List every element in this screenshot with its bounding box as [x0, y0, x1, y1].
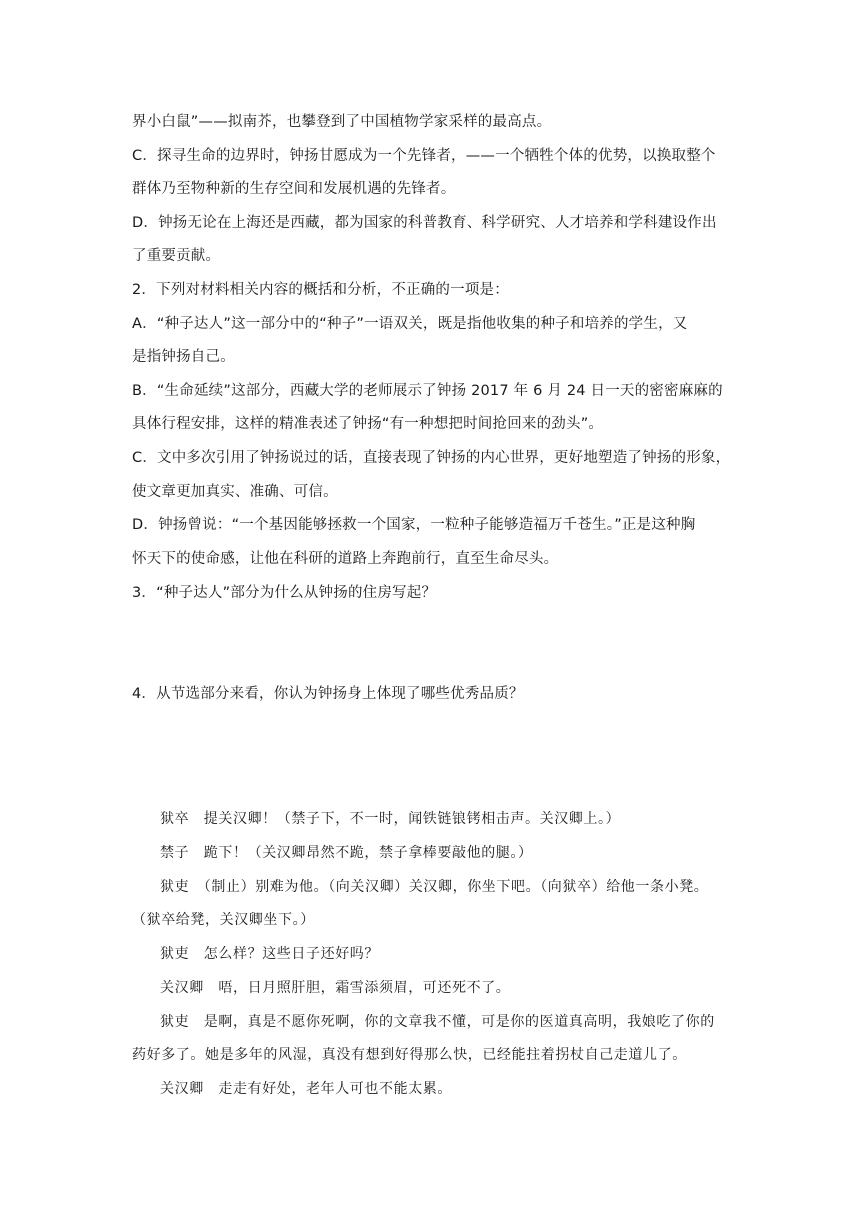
option-b-continuation: 界小白鼠”——拟南芥，也攀登到了中国植物学家采样的最高点。: [132, 114, 552, 130]
option-c-line-1: C．探寻生命的边界时，钟扬甘愿成为一个先锋者，——一个牺牲个体的优势，以换取整个: [132, 148, 716, 164]
drama-line-guard: 禁子 跪下！（关汉卿昂然不跪，禁子拿棒要敲他的腿。）: [160, 845, 533, 861]
drama-line-guan-1: 关汉卿 唔，日月照肝胆，霜雪添须眉，可还死不了。: [160, 980, 511, 996]
q2-option-a-line-1: A．“种子达人”这一部分中的“种子”一语双关，既是指他收集的种子和培养的学生，又: [132, 316, 688, 332]
q2-option-c-line-1: C．文中多次引用了钟扬说过的话，直接表现了钟扬的内心世界，更好地塑造了钟扬的形象，: [132, 450, 731, 466]
question-3: 3．“种子达人”部分为什么从钟扬的住房写起？: [132, 585, 437, 601]
q2-option-b-line-1: B．“生命延续”这部分，西藏大学的老师展示了钟扬 2017 年 6 月 24 日一天的密密麻麻的: [132, 383, 723, 399]
option-d-line-1: D．钟扬无论在上海还是西藏，都为国家的科普教育、科学研究、人才培养和学科建设作出: [132, 215, 717, 231]
drama-line-official-2: 狱吏 怎么样？这些日子还好吗？: [160, 946, 379, 962]
drama-stage-direction: （狱卒给凳，关汉卿坐下。）: [132, 912, 315, 928]
q2-option-d-line-2: 怀天下的使命感，让他在科研的道路上奔跑前行，直至生命尽头。: [132, 551, 559, 567]
drama-line-official-3: 狱吏 是啊，真是不愿你死啊，你的文章我不懂，可是你的医道真高明，我娘吃了你的: [160, 1014, 715, 1030]
option-d-line-2: 了重要贡献。: [132, 248, 221, 264]
drama-line-official-3-cont: 药好多了。她是多年的风湿，真没有想到好得那么快，已经能拄着拐杖自己走道儿了。: [132, 1047, 687, 1063]
q2-option-b-line-2: 具体行程安排，这样的精准表述了钟扬“有一种想把时间抢回来的劲头”。: [132, 416, 604, 432]
option-c-line-2: 群体乃至物种新的生存空间和发展机遇的先锋者。: [132, 181, 456, 197]
drama-line-guan-2: 关汉卿 走走有好处，老年人可也不能太累。: [160, 1081, 452, 1097]
question-4: 4．从节选部分来看，你认为钟扬身上体现了哪些优秀品质？: [132, 686, 524, 702]
q2-option-c-line-2: 使文章更加真实、准确、可信。: [132, 484, 338, 500]
q2-option-a-line-2: 是指钟扬自己。: [132, 349, 235, 365]
question-2-stem: 2．下列对材料相关内容的概括和分析，不正确的一项是：: [132, 282, 509, 298]
drama-line-official-1: 狱吏 （制止）别难为他。（向关汉卿）关汉卿，你坐下吧。（向狱卒）给他一条小凳。: [160, 879, 709, 895]
q2-option-d-line-1: D．钟扬曾说：“一个基因能够拯救一个国家，一粒种子能够造福万千苍生。”正是这种胸: [132, 517, 696, 533]
drama-line-jailer-1: 狱卒 提关汉卿！（禁子下，不一时，闻铁链锒铐相击声。关汉卿上。）: [160, 811, 621, 827]
